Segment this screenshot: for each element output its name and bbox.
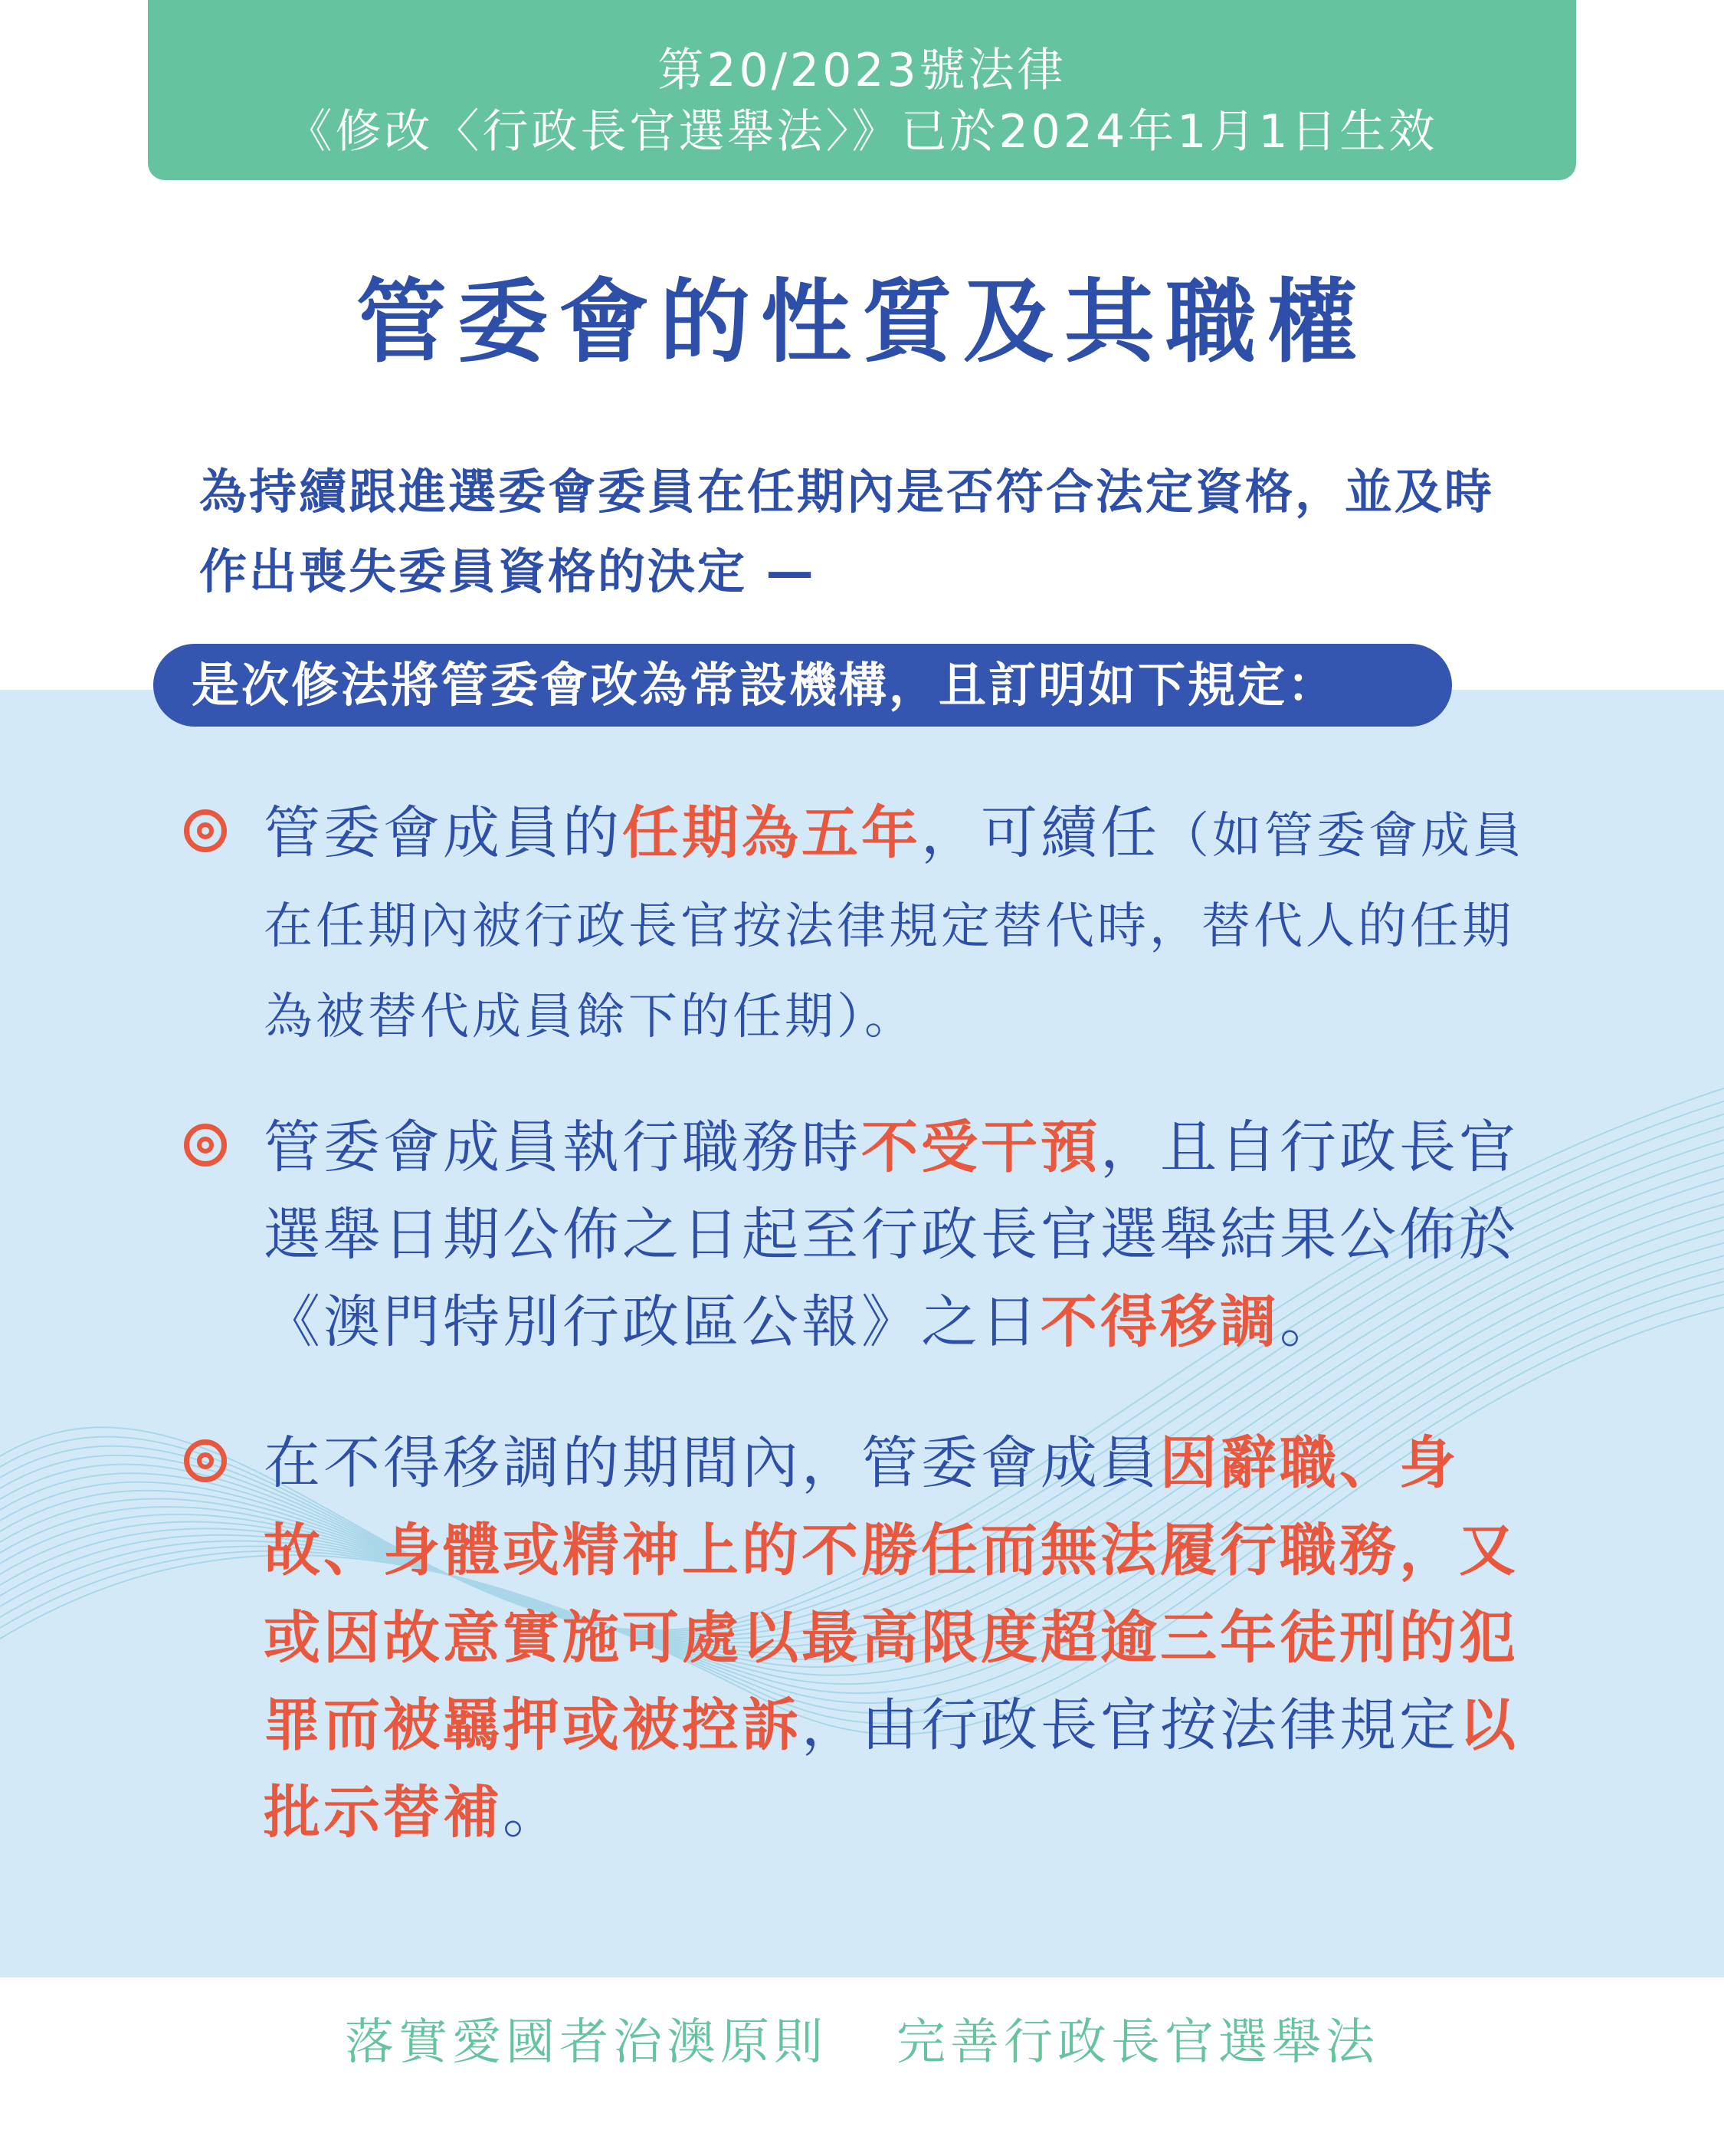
bullseye-bullet-icon: [184, 809, 227, 852]
highlight-no-interference: 不受干預: [861, 1114, 1100, 1180]
banner-law-number: 第20/2023號法律: [657, 44, 1067, 97]
section-pill-heading: 是次修法將管委會改為常設機構，且訂明如下規定：: [153, 644, 1452, 727]
bullseye-bullet-icon: [184, 1124, 227, 1167]
rule-item-3: [184, 1419, 1555, 1856]
rule-item-1: [184, 789, 1555, 1061]
footer-slogan: [0, 2004, 1724, 2081]
rule-item-1-text: 管委會成員的任期為五年，可續任（如管委會成員在任期內被行政長官按法律規定替代時，替代人的任期為被替代成員餘下的任期）。: [264, 800, 1525, 1045]
highlight-no-transfer: 不得移調: [1041, 1289, 1280, 1355]
rule-item-2-text: 管委會成員執行職務時不受干預，且自行政長官選舉日期公佈之日起至行政長官選舉結果公佈於《澳門特別行政區公報》之日不得移調。: [264, 1114, 1519, 1355]
rule-item-2: [184, 1104, 1555, 1366]
intro-line-1: 為持續跟進選委會委員在任期內是否符合法定資格，並及時: [199, 464, 1495, 520]
rule-item-1-note: （如管委會成員在任期內被行政長官按法律規定替代時，替代人的任期為被替代成員餘下的任期）。: [264, 808, 1525, 1045]
intro-text: [199, 452, 1617, 612]
footer-slogan-right: 完善行政長官選舉法: [896, 2014, 1379, 2071]
top-banner: [148, 0, 1576, 180]
rule-item-3-text: 在不得移調的期間內，管委會成員因辭職、身故、身體或精神上的不勝任而無法履行職務，又或因故意實施可處以最高限度超逾三年徒刑的犯罪而被羈押或被控訴，由行政長官按法律規定以批示替補。: [264, 1430, 1519, 1846]
page-title: 管委會的性質及其職權: [356, 269, 1368, 375]
highlight-term-length: 任期為五年: [622, 800, 921, 866]
banner-effective-date: 《修改〈行政長官選舉法〉》已於2024年1月1日生效: [286, 105, 1438, 159]
footer-slogan-left: 落實愛國者治澳原則: [345, 2014, 828, 2071]
bullseye-bullet-icon: [184, 1439, 227, 1482]
intro-line-2: 作出喪失委員資格的決定 —: [199, 543, 816, 599]
highlight-replacement: 以批示替補: [264, 1692, 1519, 1846]
highlight-vacancy-causes: 因辭職、身故、身體或精神上的不勝任而無法履行職務，又或因故意實施可處以最高限度超逾三年徒刑的犯罪而被羈押或被控訴: [264, 1430, 1519, 1758]
